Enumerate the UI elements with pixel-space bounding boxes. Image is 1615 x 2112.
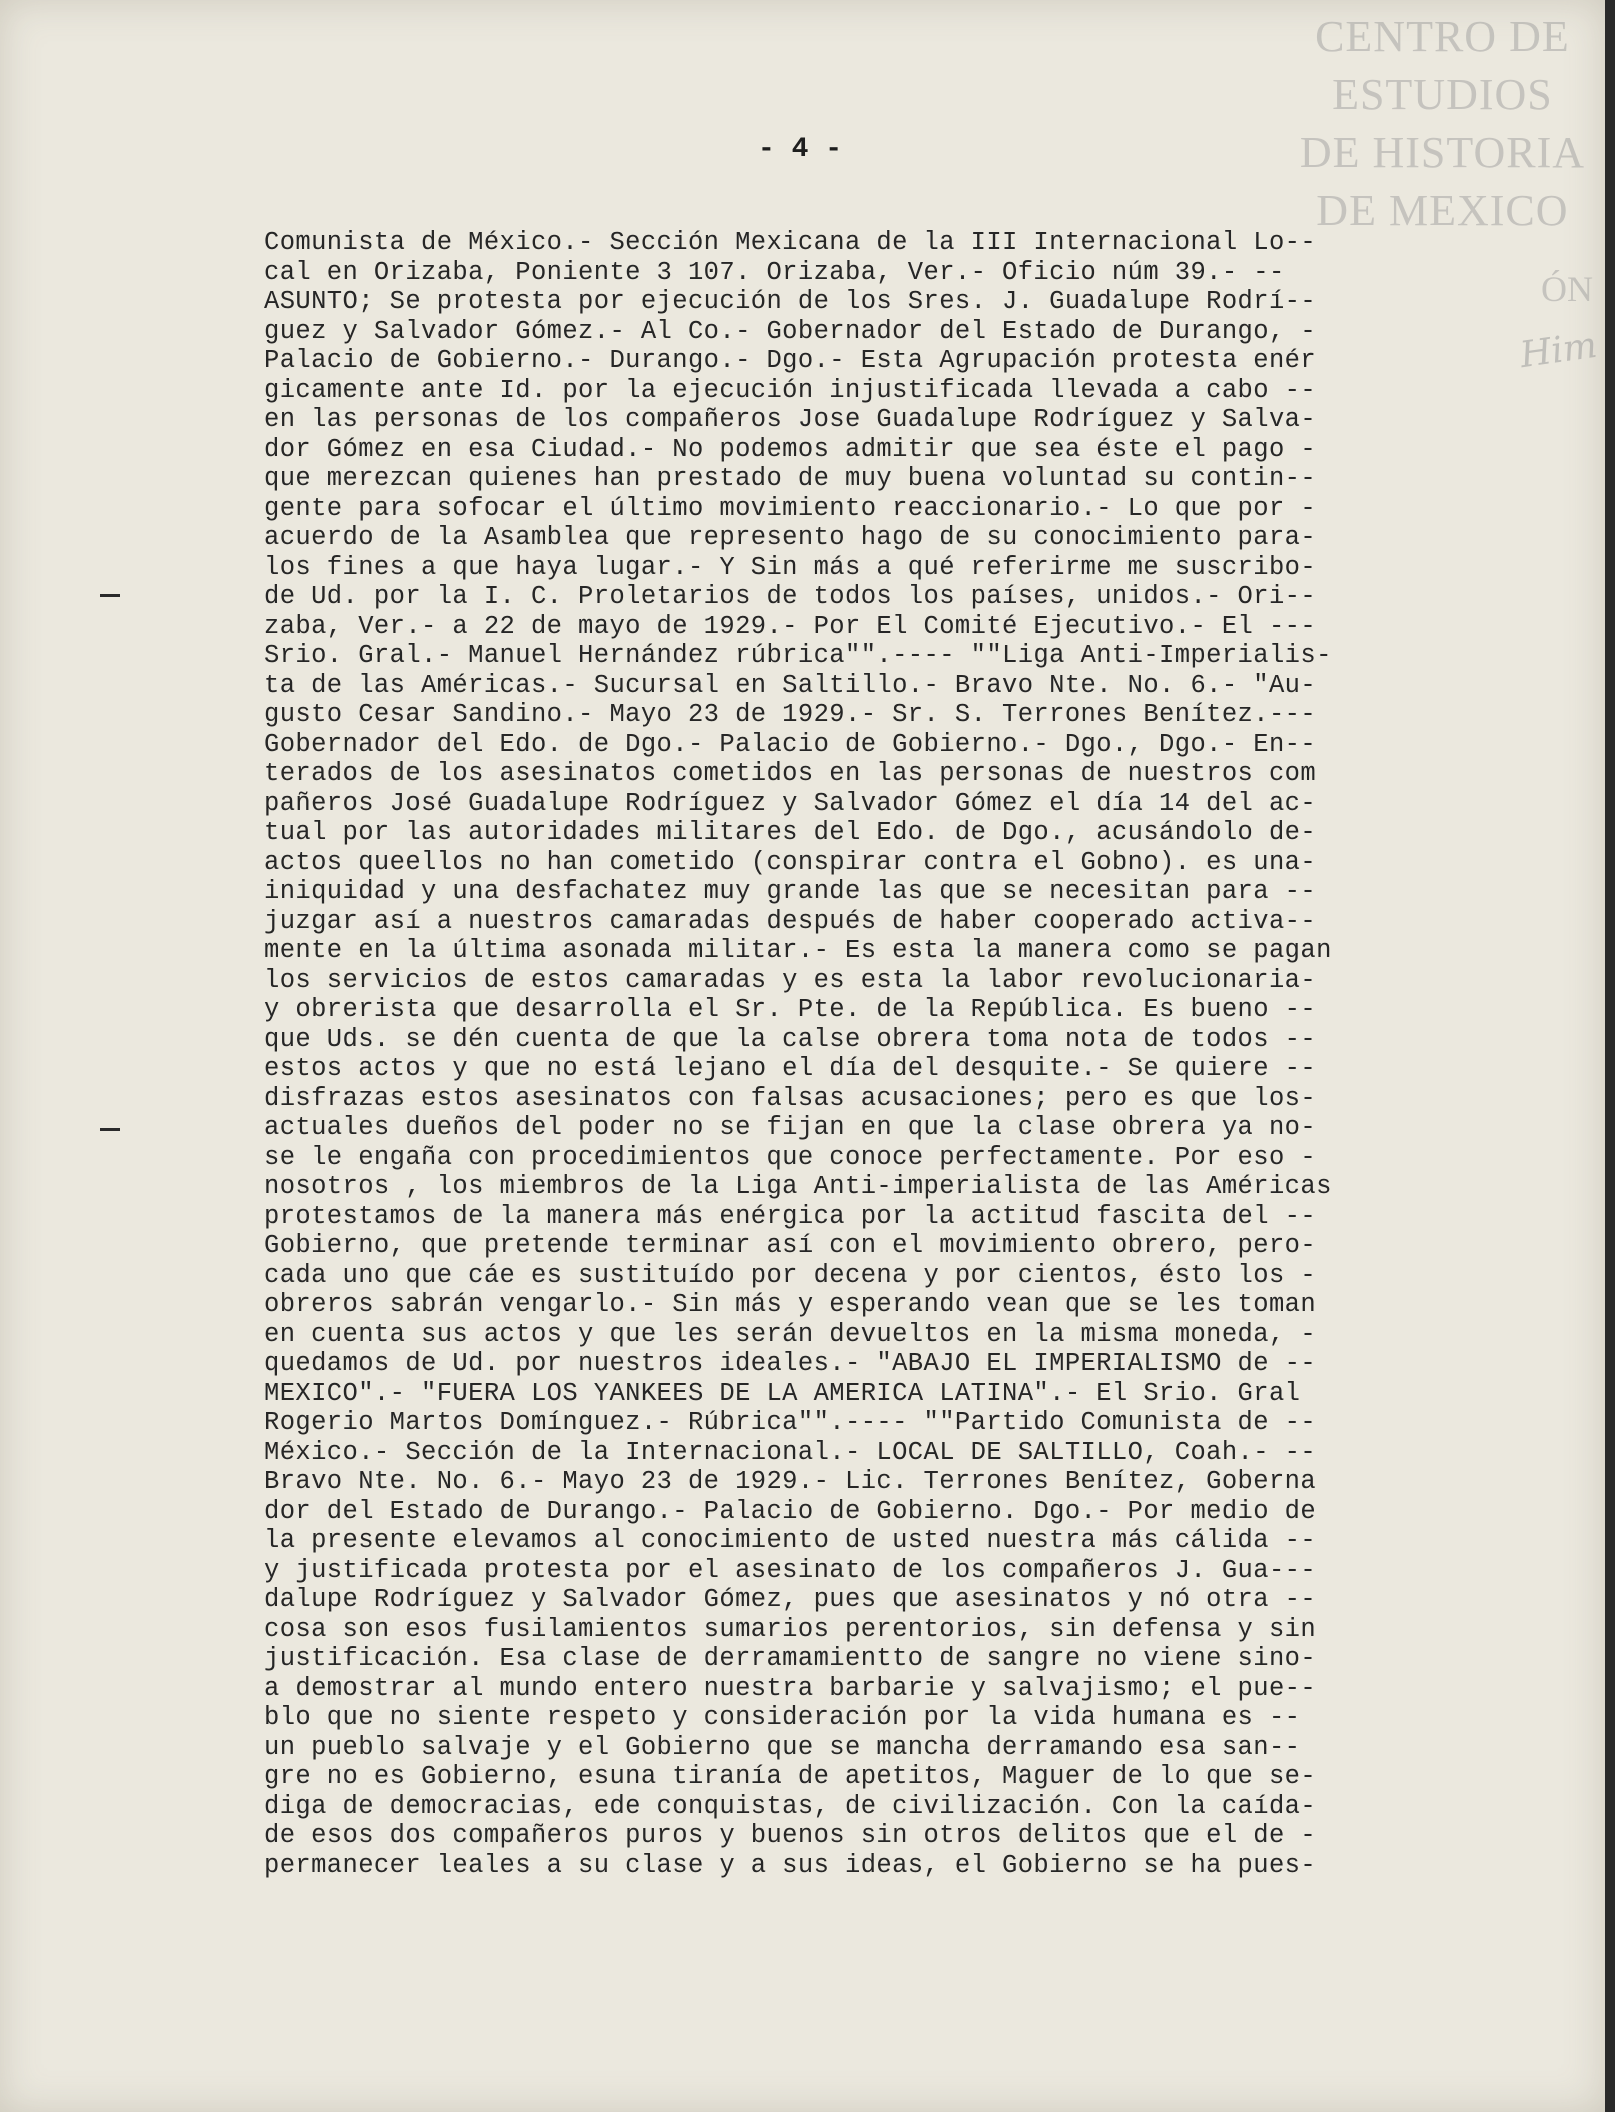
text-line: dalupe Rodríguez y Salvador Gómez, pues que asesinatos y nó otra -- [264,1585,1317,1614]
text-line: en cuenta sus actos y que les serán devueltos en la misma moneda, - [264,1319,1317,1349]
text-line: terados de los asesinatos cometidos en las personas de nuestros com [264,759,1317,788]
text-line: Rogerio Martos Domínguez.- Rúbrica"".---- ""Partido Comunista de -- [264,1408,1317,1437]
text-line: estos actos y que no está lejano el día del desquite.- Se quiere -- [264,1054,1317,1083]
watermark-line: DE HISTORIA [1299,128,1585,177]
scan-edge [1605,0,1615,2112]
text-line: Palacio de Gobierno.- Durango.- Dgo.- Esta Agrupación protesta enér [264,346,1317,375]
text-line: que Uds. se dén cuenta de que la calse obrera toma nota de todos -- [264,1024,1317,1054]
text-line: mente en la última asonada militar.- Es esta la manera como se pagan [264,936,1332,965]
text-line: MEXICO".- "FUERA LOS YANKEES DE LA AMERICA LATINA".- El Srio. Gral [264,1378,1301,1408]
signature-mark: Him [1517,324,1600,377]
text-line: quedamos de Ud. por nuestros ideales.- "ABAJO EL IMPERIALISMO de -- [264,1349,1317,1378]
text-line: actos queellos no han cometido (conspirar contra el Gobno). es una- [264,847,1317,877]
text-line: Srio. Gral.- Manuel Hernández rúbrica"".---- ""Liga Anti-Imperialis- [264,641,1332,670]
text-line: acuerdo de la Asamblea que represento hago de su conocimiento para- [264,523,1317,552]
text-line: actuales dueños del poder no se fijan en que la clase obrera ya no- [264,1113,1317,1142]
text-line: nosotros , los miembros de la Liga Anti-imperialista de las Américas [264,1172,1332,1201]
text-line: y justificada protesta por el asesinato de los compañeros J. Gua--- [264,1555,1317,1585]
margin-tick [100,1128,120,1131]
text-line: los servicios de estos camaradas y es esta la labor revolucionaria- [264,965,1317,995]
text-line: zaba, Ver.- a 22 de mayo de 1929.- Por El Comité Ejecutivo.- El --- [264,611,1317,641]
page-number: - 4 - [757,134,842,165]
text-line: a demostrar al mundo entero nuestra barbarie y salvajismo; el pue-- [264,1673,1317,1703]
text-line: Bravo Nte. No. 6.- Mayo 23 de 1929.- Lic. Terrones Benítez, Goberna [264,1467,1317,1496]
text-line: dor Gómez en esa Ciudad.- No podemos admitir que sea éste el pago - [264,434,1317,464]
text-line: permanecer leales a su clase y a sus ideas, el Gobierno se ha pues- [264,1850,1317,1880]
text-line: de Ud. por la I. C. Proletarios de todos los países, unidos.- Ori-- [264,582,1317,611]
text-line: protestamos de la manera más enérgica por la actitud fascita del -- [264,1201,1317,1231]
text-line: se le engaña con procedimientos que conoce perfectamente. Por eso - [264,1142,1317,1172]
text-line: en las personas de los compañeros Jose Guadalupe Rodríguez y Salva- [264,405,1317,434]
text-line: gicamente ante Id. por la ejecución injustificada llevada a cabo -- [264,375,1317,405]
text-line: ta de las Américas.- Sucursal en Saltillo.- Bravo Nte. No. 6.- "Au- [264,670,1317,700]
text-line: obreros sabrán vengarlo.- Sin más y esperando vean que se les toman [264,1290,1317,1319]
text-line: y obrerista que desarrolla el Sr. Pte. de la República. Es bueno -- [264,995,1317,1024]
text-line: tual por las autoridades militares del Edo. de Dgo., acusándolo de- [264,818,1317,847]
text-line: de esos dos compañeros puros y buenos sin otros delitos que el de - [264,1821,1317,1850]
typed-body-text [264,228,1564,1880]
watermark-line: DE MEXICO [1316,186,1569,235]
text-line: diga de democracias, ede conquistas, de civilización. Con la caída- [264,1791,1317,1821]
text-line: que merezcan quienes han prestado de muy buena voluntad su contin-- [264,464,1317,493]
text-line: Gobernador del Edo. de Dgo.- Palacio de Gobierno.- Dgo., Dgo.- En-- [264,729,1317,759]
watermark-side-text: ÓN [1541,269,1593,309]
text-line: ASUNTO; Se protesta por ejecución de los Sres. J. Guadalupe Rodrí-- [264,287,1317,316]
watermark-line: ESTUDIOS [1332,70,1553,119]
text-line: pañeros José Guadalupe Rodríguez y Salvador Gómez el día 14 del ac- [264,788,1317,818]
text-line: dor del Estado de Durango.- Palacio de Gobierno. Dgo.- Por medio de [264,1496,1317,1526]
text-line: cosa son esos fusilamientos sumarios perentorios, sin defensa y sin [264,1614,1317,1644]
text-line: justificación. Esa clase de derramamientto de sangre no viene sino- [264,1644,1317,1673]
watermark-line: CENTRO DE [1315,12,1570,61]
margin-tick [100,594,120,597]
text-line: gusto Cesar Sandino.- Mayo 23 de 1929.- Sr. S. Terrones Benítez.--- [264,700,1317,729]
text-line: iniquidad y una desfachatez muy grande las que se necesitan para -- [264,877,1317,906]
text-line: Comunista de México.- Sección Mexicana de la III Internacional Lo-- [264,228,1317,257]
text-line: un pueblo salvaje y el Gobierno que se mancha derramando esa san-- [264,1732,1301,1762]
archive-watermark [1300,8,1585,240]
text-line: juzgar así a nuestros camaradas después de haber cooperado activa-- [264,906,1317,936]
text-line: cada uno que cáe es sustituído por decena y por cientos, ésto los - [264,1260,1317,1290]
text-line: los fines a que haya lugar.- Y Sin más a qué referirme me suscribo- [264,552,1317,582]
text-line: guez y Salvador Gómez.- Al Co.- Gobernador del Estado de Durango, - [264,316,1317,346]
text-line: Gobierno, que pretende terminar así con el movimiento obrero, pero- [264,1231,1317,1260]
text-line: blo que no siente respeto y consideración por la vida humana es -- [264,1703,1301,1732]
text-line: gente para sofocar el último movimiento reaccionario.- Lo que por - [264,493,1317,523]
text-line: cal en Orizaba, Poniente 3 107. Orizaba, Ver.- Oficio núm 39.- -- [264,257,1285,287]
text-line: México.- Sección de la Internacional.- LOCAL DE SALTILLO, Coah.- -- [264,1437,1317,1467]
text-line: gre no es Gobierno, esuna tiranía de apetitos, Maguer de lo que se- [264,1762,1317,1791]
text-line: la presente elevamos al conocimiento de usted nuestra más cálida -- [264,1526,1317,1555]
text-line: disfrazas estos asesinatos con falsas acusaciones; pero es que los- [264,1083,1317,1113]
